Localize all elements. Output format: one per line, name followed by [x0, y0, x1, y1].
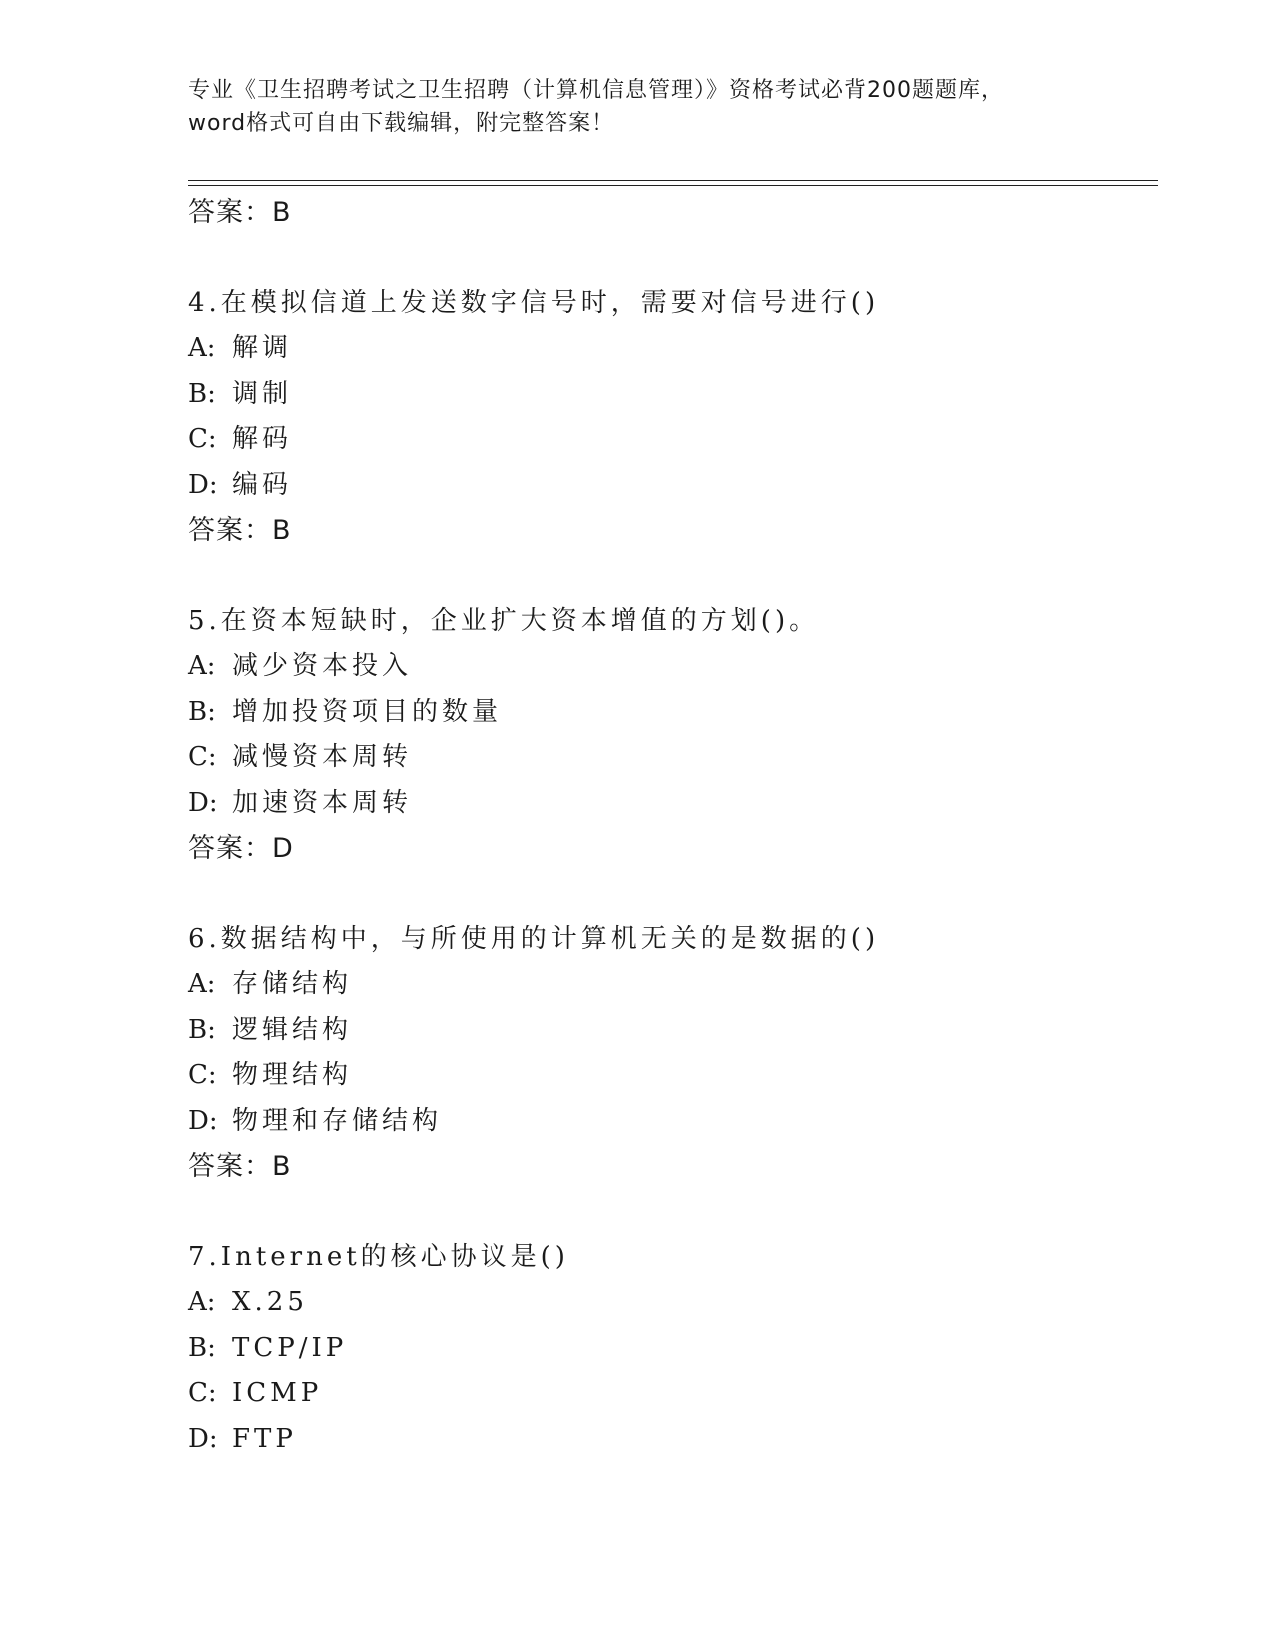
option-text: 物理和存储结构	[232, 1105, 443, 1136]
question-answer: 答案：D	[188, 833, 294, 864]
option-key: C:	[188, 742, 217, 772]
option-d	[188, 1417, 1188, 1463]
option-text: 解码	[232, 424, 293, 454]
option-text: 解调	[232, 333, 293, 363]
option-d	[188, 781, 1188, 827]
question-list	[188, 190, 1188, 1462]
option-d	[188, 463, 1188, 509]
option-b	[188, 690, 1188, 736]
header-divider-top	[188, 180, 1158, 181]
question-stem: 7.Internet的核心协议是()	[188, 1242, 569, 1272]
option-key: C:	[188, 1378, 217, 1408]
option-c	[188, 735, 1188, 781]
option-key: D:	[188, 1423, 218, 1454]
option-b	[188, 1326, 1188, 1372]
question-answer: 答案：B	[188, 1151, 292, 1182]
option-key: D:	[188, 469, 218, 500]
option-a	[188, 1280, 1188, 1326]
header-divider-bottom	[188, 185, 1158, 186]
option-text: TCP/IP	[232, 1332, 348, 1363]
option-b	[188, 1008, 1188, 1054]
question-7	[188, 1234, 1188, 1462]
option-key: C:	[188, 424, 217, 454]
question-stem: 6.数据结构中，与所使用的计算机无关的是数据的()	[188, 924, 880, 954]
option-text: 增加投资项目的数量	[232, 696, 503, 727]
question-6	[188, 916, 1188, 1190]
option-text: 调制	[232, 378, 293, 409]
option-a	[188, 644, 1188, 690]
question-stem: 4.在模拟信道上发送数字信号时，需要对信号进行()	[188, 288, 880, 318]
option-text: 减少资本投入	[232, 651, 413, 681]
option-key: D:	[188, 787, 218, 818]
option-text: FTP	[232, 1423, 297, 1454]
option-d	[188, 1099, 1188, 1145]
option-text: 存储结构	[232, 969, 353, 999]
option-key: B:	[188, 696, 216, 727]
question-answer: 答案：B	[188, 515, 292, 546]
option-text: 编码	[232, 469, 293, 500]
question-4	[188, 280, 1188, 554]
header-line-2: word格式可自由下载编辑，附完整答案！	[188, 111, 615, 136]
document-header	[188, 74, 1088, 140]
option-key: A:	[188, 969, 216, 999]
option-c	[188, 1053, 1188, 1099]
option-key: B:	[188, 1332, 216, 1363]
option-c	[188, 417, 1188, 463]
option-a	[188, 326, 1188, 372]
option-text: 加速资本周转	[232, 787, 413, 818]
option-text: 物理结构	[232, 1060, 353, 1090]
question-5	[188, 598, 1188, 872]
previous-answer: 答案：B	[188, 197, 292, 228]
option-key: A:	[188, 333, 216, 363]
option-c	[188, 1371, 1188, 1417]
option-text: 减慢资本周转	[232, 742, 413, 772]
option-key: B:	[188, 378, 216, 409]
option-text: 逻辑结构	[232, 1014, 353, 1045]
header-line-1: 专业《卫生招聘考试之卫生招聘（计算机信息管理）》资格考试必背200题题库，	[188, 78, 1004, 103]
option-b	[188, 372, 1188, 418]
option-key: C:	[188, 1060, 217, 1090]
option-key: B:	[188, 1014, 216, 1045]
option-text: X.25	[232, 1287, 308, 1317]
option-key: A:	[188, 651, 216, 681]
option-text: ICMP	[232, 1378, 323, 1408]
question-stem: 5.在资本短缺时，企业扩大资本增值的方划()。	[188, 606, 820, 636]
option-key: A:	[188, 1287, 216, 1317]
option-key: D:	[188, 1105, 218, 1136]
option-a	[188, 962, 1188, 1008]
